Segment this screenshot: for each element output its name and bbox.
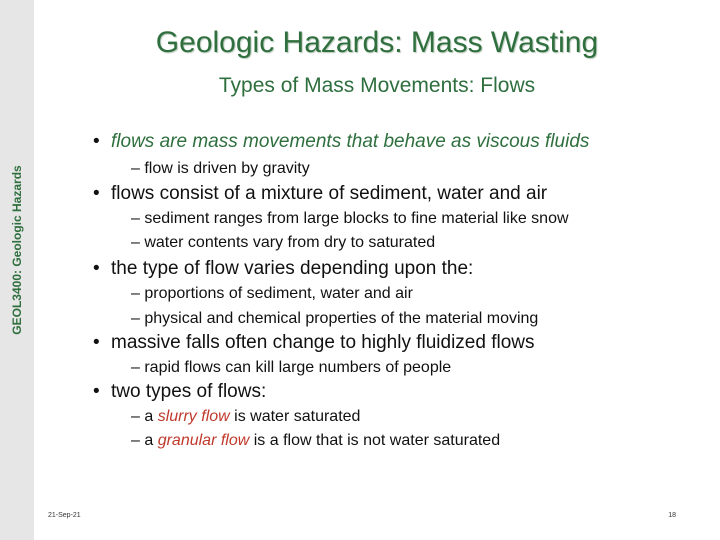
bullet-dot-icon: • [93, 258, 100, 279]
sub-bullet: – flow is driven by gravity [131, 160, 310, 177]
bullet-text: are mass movements that behave as viscous fluids [154, 131, 590, 152]
bullet-dot-icon: • [93, 131, 100, 152]
bullet-dot-icon: • [93, 183, 100, 204]
bullet-text: the type of flow varies depending upon the: [111, 258, 474, 279]
term-flows: flows [111, 131, 155, 152]
term-slurry-flow: slurry flow [157, 408, 230, 425]
bullet-massive-falls [93, 332, 535, 354]
bullet-text: two types of flows: [111, 381, 267, 402]
page-number: 18 [668, 512, 676, 519]
slide-title: Geologic Hazards: Mass Wasting [155, 26, 599, 59]
sub-bullet-prefix: – a [131, 408, 158, 425]
sub-bullet-granular [131, 432, 500, 450]
sub-bullet: – rapid flows can kill large numbers of people [131, 359, 452, 376]
bullet-flows-definition [93, 131, 589, 153]
sub-bullet-suffix: is water saturated [229, 408, 361, 425]
sub-bullet-suffix: is a flow that is not water saturated [249, 432, 501, 449]
footer-date: 21-Sep-21 [48, 512, 81, 519]
bullet-dot-icon: • [93, 332, 100, 353]
slide-subtitle: Types of Mass Movements: Flows [218, 74, 536, 97]
sub-bullet: – proportions of sediment, water and air [131, 285, 413, 302]
term-granular-flow: granular flow [157, 432, 250, 449]
bullet-flow-variation [93, 258, 473, 280]
sub-bullet: – sediment ranges from large blocks to fine material like snow [131, 210, 569, 227]
bullet-two-types [93, 381, 266, 403]
bullet-text: massive falls often change to highly fluidized flows [111, 332, 535, 353]
bullet-text: flows consist of a mixture of sediment, water and air [111, 183, 548, 204]
bullet-dot-icon: • [93, 381, 100, 402]
sidebar [0, 0, 34, 540]
sub-bullet: – physical and chemical properties of the material moving [131, 310, 539, 327]
sub-bullet: – water contents vary from dry to saturated [131, 234, 436, 251]
sub-bullet-prefix: – a [131, 432, 158, 449]
sub-bullet-slurry [131, 408, 360, 426]
course-label: GEOL3400: Geologic Hazards [10, 165, 24, 335]
bullet-flows-mixture [93, 183, 547, 205]
